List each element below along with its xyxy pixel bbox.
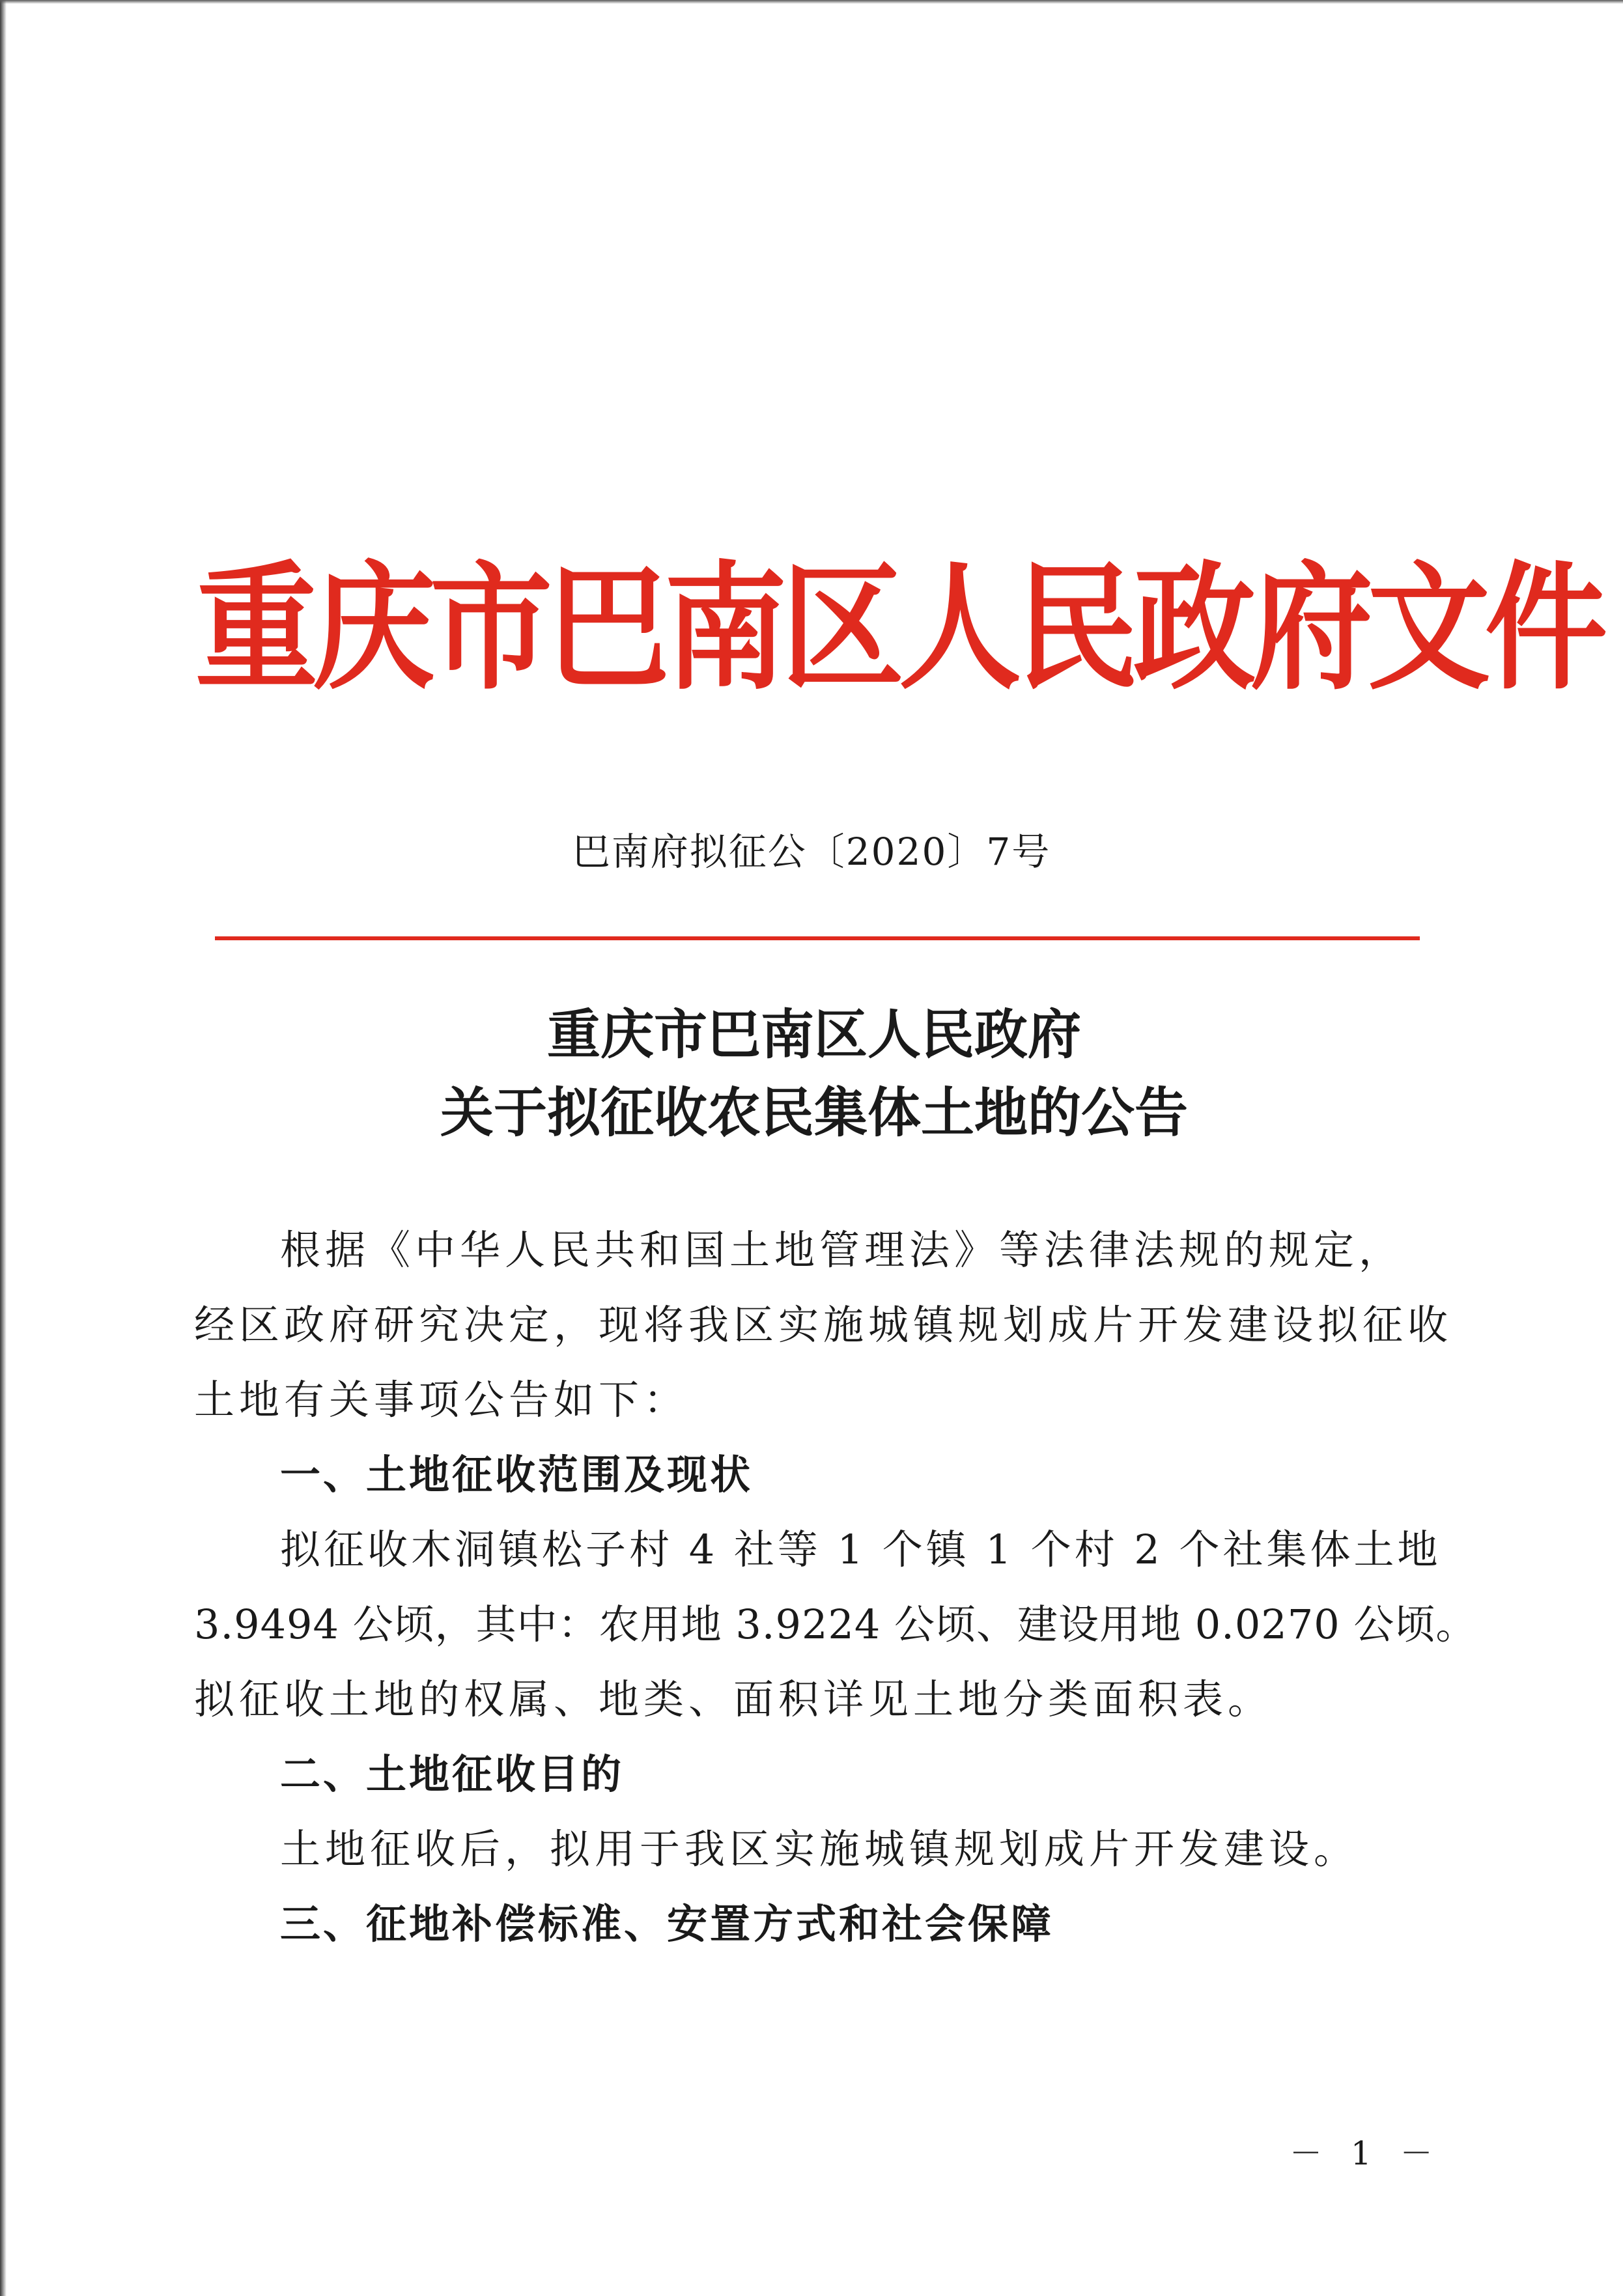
scan-edge-left (0, 0, 7, 2296)
section-2-heading: 二、土地征收目的 (280, 1750, 625, 1798)
intro-line-3: 土地有关事项公告如下： (194, 1376, 689, 1423)
section-1-heading: 一、土地征收范围及现状 (280, 1451, 754, 1498)
section-1-line-1: 拟征收木洞镇松子村 4 社等 1 个镇 1 个村 2 个社集体土地 (280, 1526, 1441, 1573)
red-divider-line (215, 936, 1420, 940)
page-number: － 1 － (1290, 2135, 1442, 2172)
document-number: 巴南府拟征公〔2020〕7号 (572, 830, 1051, 874)
section-3-heading: 三、征地补偿标准、安置方式和社会保障 (280, 1900, 1054, 1948)
title-line-2: 关于拟征收农民集体土地的公告 (440, 1082, 1188, 1144)
title-line-1: 重庆市巴南区人民政府 (546, 1004, 1081, 1066)
intro-line-2: 经区政府研究决定，现将我区实施城镇规划成片开发建设拟征收 (194, 1301, 1453, 1349)
section-2-line-1: 土地征收后，拟用于我区实施城镇规划成片开发建设。 (280, 1825, 1359, 1873)
red-masthead: 重庆市巴南区人民政府文件 (195, 547, 1602, 709)
section-1-line-3: 拟征收土地的权属、地类、面积详见土地分类面积表。 (194, 1675, 1273, 1723)
scan-edge-top (0, 0, 1623, 4)
intro-line-1: 根据《中华人民共和国土地管理法》等法律法规的规定， (280, 1226, 1404, 1274)
section-1-line-2: 3.9494 公顷，其中：农用地 3.9224 公顷、建设用地 0.0270 公顷。 (194, 1601, 1477, 1648)
